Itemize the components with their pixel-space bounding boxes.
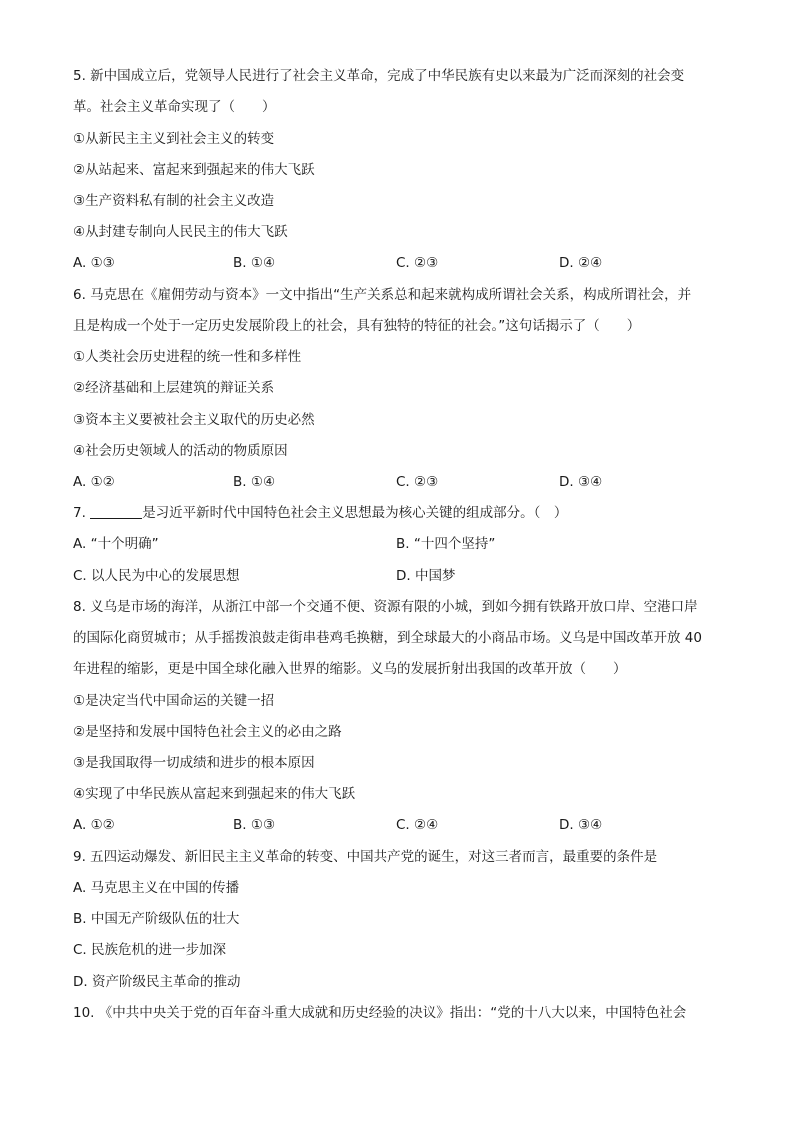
q5-option-d: D. ②④ xyxy=(559,255,603,271)
q8-option-b: B. ①③ xyxy=(233,817,276,833)
q5-statement-2: ②从站起来、富起来到强起来的伟大飞跃 xyxy=(73,162,315,178)
q7-number: 7. xyxy=(73,505,86,521)
q9-option-d: D. 资产阶级民主革命的推动 xyxy=(73,974,241,990)
q5-statement-4: ④从封建专制向人民民主的伟大飞跃 xyxy=(73,224,288,240)
q6-stem-line-2: 且是构成一个处于一定历史发展阶段上的社会，具有独特的特征的社会。”这句话揭示了（ ） xyxy=(73,318,641,334)
q6-option-c: C. ②③ xyxy=(396,474,439,490)
q7-options-row-2 xyxy=(73,567,733,585)
q7-option-c: C. 以人民为中心的发展思想 xyxy=(73,568,240,584)
q7-option-d: D. 中国梦 xyxy=(396,568,456,584)
q9-option-a: A. 马克思主义在中国的传播 xyxy=(73,880,240,896)
q5-options xyxy=(73,254,733,272)
q6-statement-4: ④社会历史领域人的活动的物质原因 xyxy=(73,443,288,459)
q5-stem-line-1: 5. 新中国成立后，党领导人民进行了社会主义革命，完成了中华民族有史以来最为广泛而深刻的社会变 xyxy=(73,68,685,84)
q9-option-c: C. 民族危机的进一步加深 xyxy=(73,942,227,958)
q6-statement-2: ②经济基础和上层建筑的辩证关系 xyxy=(73,380,275,396)
q5-option-c: C. ②③ xyxy=(396,255,439,271)
q8-options xyxy=(73,816,733,834)
q10-stem-line-1: 10. 《中共中央关于党的百年奋斗重大成就和历史经验的决议》指出：“党的十八大以来，中国特色社会 xyxy=(73,1005,687,1021)
q6-option-d: D. ③④ xyxy=(559,474,603,490)
q9-option-b: B. 中国无产阶级队伍的壮大 xyxy=(73,911,240,927)
q8-statement-2: ②是坚持和发展中国特色社会主义的必由之路 xyxy=(73,724,342,740)
q6-option-a: A. ①② xyxy=(73,474,115,490)
q5-option-a: A. ①③ xyxy=(73,255,115,271)
q5-stem-line-2: 革。社会主义革命实现了（ ） xyxy=(73,99,276,115)
q8-option-d: D. ③④ xyxy=(559,817,603,833)
q7-answer-blank xyxy=(90,504,142,519)
q8-statement-4: ④实现了中华民族从富起来到强起来的伟大飞跃 xyxy=(73,786,356,802)
q8-option-c: C. ②④ xyxy=(396,817,439,833)
q8-stem-line-1: 8. 义乌是市场的海洋，从浙江中部一个交通不便、资源有限的小城，到如今拥有铁路开放口岸、空港口岸 xyxy=(73,599,698,615)
q6-statement-3: ③资本主义要被社会主义取代的历史必然 xyxy=(73,412,315,428)
q7-options-row-1 xyxy=(73,535,733,553)
q5-option-b: B. ①④ xyxy=(233,255,276,271)
q8-option-a: A. ①② xyxy=(73,817,115,833)
q7-stem xyxy=(73,504,567,522)
q6-option-b: B. ①④ xyxy=(233,474,276,490)
q7-stem-text: 是习近平新时代中国特色社会主义思想最为核心关键的组成部分。（ ） xyxy=(142,505,568,521)
q5-statement-1: ①从新民主主义到社会主义的转变 xyxy=(73,131,275,147)
q7-option-b: B. “十四个坚持” xyxy=(396,536,496,552)
q8-stem-line-3: 年进程的缩影，更是中国全球化融入世界的缩影。义乌的发展折射出我国的改革开放（ ） xyxy=(73,661,627,677)
q8-stem-line-2: 的国际化商贸城市；从手摇拨浪鼓走街串巷鸡毛换糖，到全球最大的小商品市场。义乌是中国改革开放 40 xyxy=(73,630,702,646)
q5-statement-3: ③生产资料私有制的社会主义改造 xyxy=(73,193,275,209)
q6-statement-1: ①人类社会历史进程的统一性和多样性 xyxy=(73,349,302,365)
q8-statement-1: ①是决定当代中国命运的关键一招 xyxy=(73,693,275,709)
q9-stem: 9. 五四运动爆发、新旧民主主义革命的转变、中国共产党的诞生，对这三者而言，最重要的条件是 xyxy=(73,849,658,865)
q6-options xyxy=(73,473,733,491)
q7-option-a: A. “十个明确” xyxy=(73,536,159,552)
q6-stem-line-1: 6. 马克思在《雇佣劳动与资本》一文中指出“生产关系总和起来就构成所谓社会关系，构成所谓社会，并 xyxy=(73,287,692,303)
q8-statement-3: ③是我国取得一切成绩和进步的根本原因 xyxy=(73,755,315,771)
